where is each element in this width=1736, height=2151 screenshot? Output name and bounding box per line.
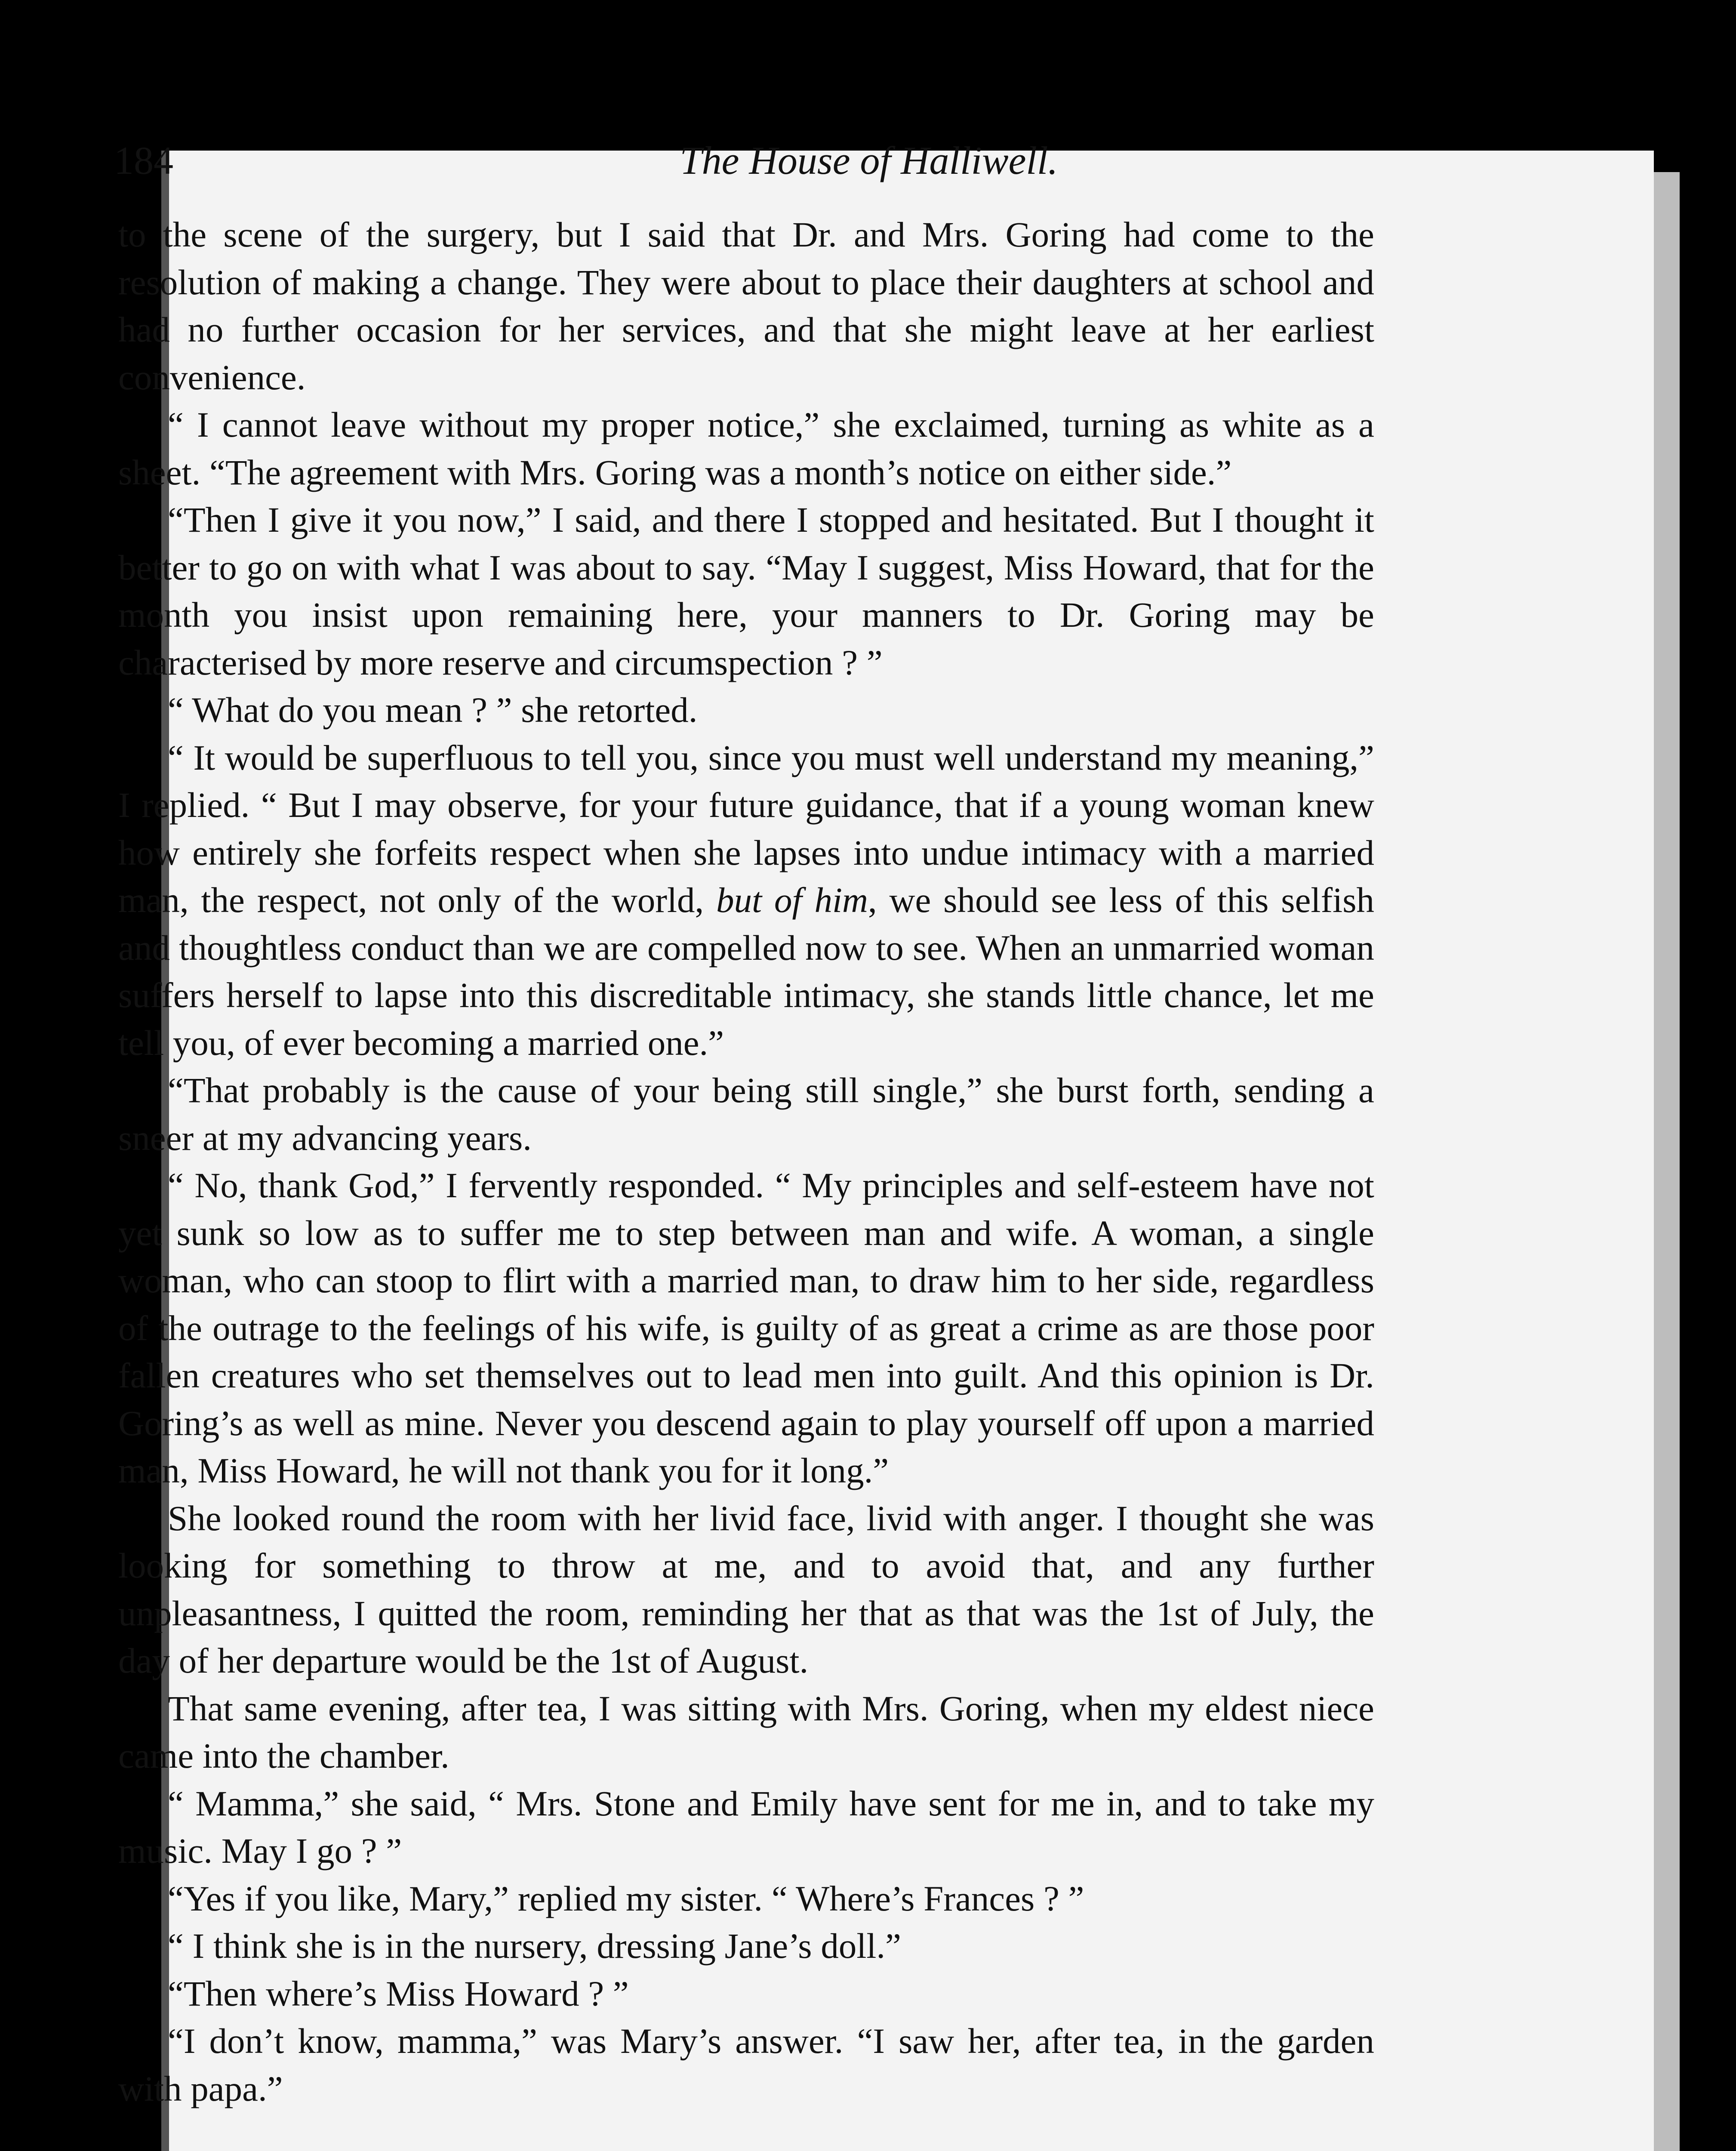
paragraph: “Then where’s Miss Howard ? ”: [168, 1973, 629, 2013]
body-text: [118, 211, 1374, 2112]
paragraph: “Yes if you like, Mary,” replied my sister. “ Where’s Frances ? ”: [168, 1878, 1084, 1918]
page-header: [114, 138, 1533, 194]
paragraph: “I don’t know, mamma,” was Mary’s answer. “I saw her, after tea, in the garden with papa.”: [118, 2021, 1374, 2108]
paragraph: [118, 734, 1374, 1067]
paragraph: “Then I give it you now,” I said, and there I stopped and hesitated. But I thought it better to go on with what I was about to say. “May I suggest, Miss Howard, that for the month you insist upon remaining here, your manners to Dr. Goring may be characterised by more reserve and circumspection ? ”: [118, 500, 1374, 682]
page-number: 184: [114, 139, 173, 182]
paragraph: She looked round the room with her livid face, livid with anger. I thought she was looking for something to throw at me, and to avoid that, and any further unpleasantness, I quitted the room, reminding her that as that was the 1st of July, the day of her departure would be the 1st of August.: [118, 1498, 1374, 1680]
paragraph: “ Mamma,” she said, “ Mrs. Stone and Emily have sent for me in, and to take my music. May I go ? ”: [118, 1783, 1374, 1871]
page-edge: [1654, 172, 1680, 2151]
paragraph: to the scene of the surgery, but I said that Dr. and Mrs. Goring had come to the resolution of making a change. They were about to place their daughters at school and had no further occasion for her services, and that she might leave at her earliest convenience.: [118, 215, 1374, 397]
running-title: The House of Halliwell.: [680, 139, 1058, 182]
paragraph-text: , we should see less of this selfish and thoughtless conduct than we are compelled now to see. When an unmarried woman suffers herself to lapse into this discreditable intimacy, she stands little chance, let me tell you, of ever becoming a married one.”: [118, 880, 1374, 1063]
paragraph: “ What do you mean ? ” she retorted.: [168, 690, 698, 730]
paragraph: “ No, thank God,” I fervently responded. “ My principles and self-esteem have not yet sunk so low as to suffer me to step between man and wife. A woman, a single woman, who can stoop to flirt with a married man, to draw him to her side, regardless of the outrage to the feelings of his wife, is guilty of as great a crime as are those poor fallen creatures who set themselves out to lead men into guilt. And this opinion is Dr. Goring’s as well as mine. Never you descend again to play yourself off upon a married man, Miss Howard, he will not thank you for it long.”: [118, 1165, 1374, 1490]
emphasis-text: but of him: [716, 880, 868, 920]
paragraph: “ I cannot leave without my proper notice,” she exclaimed, turning as white as a sheet. “The agreement with Mrs. Goring was a month’s notice on either side.”: [118, 405, 1374, 492]
paragraph: “ I think she is in the nursery, dressing Jane’s doll.”: [168, 1926, 902, 1966]
paragraph-text: “ It would be superfluous to tell you, since you must well understand my meaning,” I replied. “ But I may observe, for your future guidance, that if a young woman knew how entirely she forfeits respect when she lapses into undue intimacy with a married man, the respect, not only of the world,: [118, 737, 1374, 920]
paragraph: “That probably is the cause of your being still single,” she burst forth, sending a sneer at my advancing years.: [118, 1070, 1374, 1158]
paragraph: That same evening, after tea, I was sitting with Mrs. Goring, when my eldest niece came into the chamber.: [118, 1688, 1374, 1775]
